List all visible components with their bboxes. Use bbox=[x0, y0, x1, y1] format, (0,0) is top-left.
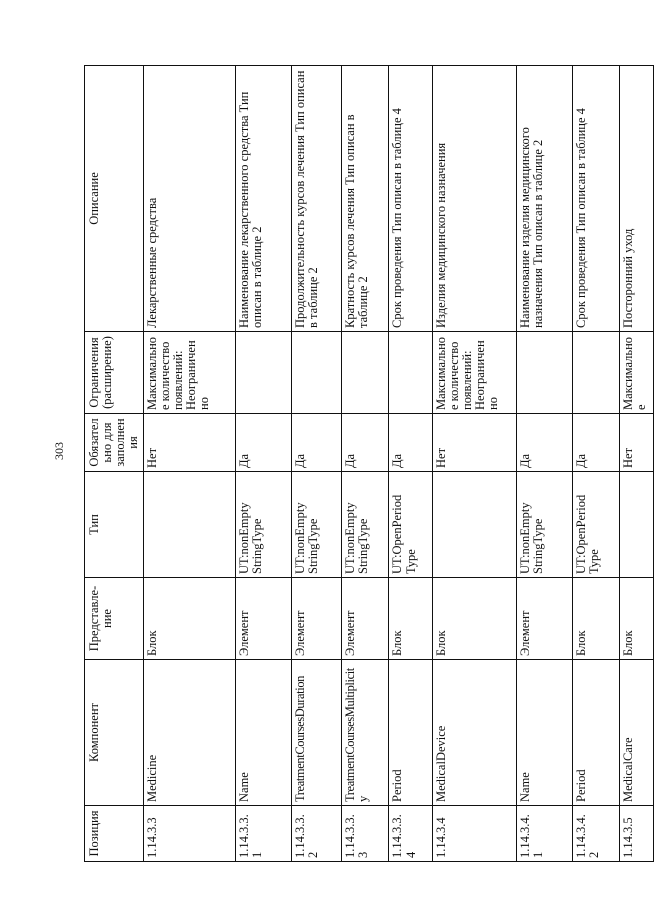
cell-required: Нет bbox=[143, 414, 236, 472]
cell-position: 1.14.3.3.2 bbox=[292, 806, 342, 862]
table-row bbox=[572, 66, 619, 862]
cell-required: Да bbox=[389, 414, 432, 472]
cell-type bbox=[432, 472, 516, 578]
cell-type: UT:nonEmpty StringType bbox=[236, 472, 292, 578]
header-component: Компонент bbox=[85, 660, 144, 806]
cell-required: Нет bbox=[620, 414, 654, 472]
cell-representation: Элемент bbox=[341, 578, 388, 660]
cell-representation: Элемент bbox=[292, 578, 342, 660]
table-row bbox=[236, 66, 292, 862]
cell-component: Name bbox=[516, 660, 572, 806]
cell-restrictions bbox=[572, 332, 619, 414]
cell-type: UT:nonEmpty StringType bbox=[516, 472, 572, 578]
cell-restrictions: Максимальное bbox=[620, 332, 654, 414]
cell-component: TreatmentCoursesMultiplicity bbox=[341, 660, 388, 806]
cell-type bbox=[143, 472, 236, 578]
cell-required: Да bbox=[292, 414, 342, 472]
cell-component: TreatmentCoursesDuration bbox=[292, 660, 342, 806]
cell-position: 1.14.3.3.1 bbox=[236, 806, 292, 862]
cell-position: 1.14.3.4 bbox=[432, 806, 516, 862]
cell-position: 1.14.3.4.1 bbox=[516, 806, 572, 862]
cell-restrictions: Максимальное количество появлений: Неограниченно bbox=[432, 332, 516, 414]
cell-representation: Элемент bbox=[516, 578, 572, 660]
cell-representation: Блок bbox=[389, 578, 432, 660]
cell-type: UT:OpenPeriod Type bbox=[572, 472, 619, 578]
cell-representation: Блок bbox=[432, 578, 516, 660]
cell-required: Да bbox=[341, 414, 388, 472]
cell-type: UT:OpenPeriod Type bbox=[389, 472, 432, 578]
cell-component: Period bbox=[389, 660, 432, 806]
cell-type bbox=[620, 472, 654, 578]
table-row bbox=[620, 66, 654, 862]
cell-description: Кратность курсов лечения Тип описан в таблице 2 bbox=[341, 66, 388, 332]
cell-restrictions bbox=[292, 332, 342, 414]
cell-representation: Блок bbox=[620, 578, 654, 660]
cell-position: 1.14.3.3 bbox=[143, 806, 236, 862]
cell-component: MedicalDevice bbox=[432, 660, 516, 806]
header-position: Позиция bbox=[85, 806, 144, 862]
cell-description: Посторонний уход bbox=[620, 66, 654, 332]
cell-description: Изделия медицинского назначения bbox=[432, 66, 516, 332]
table-row bbox=[292, 66, 342, 862]
cell-position: 1.14.3.3.4 bbox=[389, 806, 432, 862]
table-row bbox=[143, 66, 236, 862]
cell-description: Наименование изделия медицинского назначения Тип описан в таблице 2 bbox=[516, 66, 572, 332]
header-description: Описание bbox=[85, 66, 144, 332]
cell-description: Продолжительность курсов лечения Тип описан в таблице 2 bbox=[292, 66, 342, 332]
spec-table-container bbox=[84, 66, 654, 862]
page-number: 303 bbox=[52, 442, 66, 460]
cell-representation: Блок bbox=[143, 578, 236, 660]
cell-type: UT:nonEmpty StringType bbox=[341, 472, 388, 578]
cell-restrictions: Максимальное количество появлений: Неограниченно bbox=[143, 332, 236, 414]
cell-representation: Элемент bbox=[236, 578, 292, 660]
header-restrictions: Ограничения (расширение) bbox=[85, 332, 144, 414]
spec-table bbox=[84, 65, 654, 862]
header-required: Обязательно для заполнения bbox=[85, 414, 144, 472]
cell-restrictions bbox=[516, 332, 572, 414]
cell-restrictions bbox=[389, 332, 432, 414]
cell-description: Лекарственные средства bbox=[143, 66, 236, 332]
table-row bbox=[389, 66, 432, 862]
cell-representation: Блок bbox=[572, 578, 619, 660]
cell-description: Срок проведения Тип описан в таблице 4 bbox=[572, 66, 619, 332]
cell-component: Period bbox=[572, 660, 619, 806]
cell-position: 1.14.3.4.2 bbox=[572, 806, 619, 862]
cell-component: MedicalCare bbox=[620, 660, 654, 806]
table-row bbox=[341, 66, 388, 862]
cell-component: Name bbox=[236, 660, 292, 806]
cell-required: Да bbox=[516, 414, 572, 472]
table-row bbox=[516, 66, 572, 862]
cell-required: Да bbox=[236, 414, 292, 472]
cell-required: Нет bbox=[432, 414, 516, 472]
header-type: Тип bbox=[85, 472, 144, 578]
cell-description: Срок проведения Тип описан в таблице 4 bbox=[389, 66, 432, 332]
table-row bbox=[432, 66, 516, 862]
table-header-row bbox=[85, 66, 144, 862]
cell-type: UT:nonEmpty StringType bbox=[292, 472, 342, 578]
cell-required: Да bbox=[572, 414, 619, 472]
cell-restrictions bbox=[341, 332, 388, 414]
header-representation: Представле-ние bbox=[85, 578, 144, 660]
cell-position: 1.14.3.5 bbox=[620, 806, 654, 862]
cell-position: 1.14.3.3.3 bbox=[341, 806, 388, 862]
cell-component: Medicine bbox=[143, 660, 236, 806]
cell-description: Наименование лекарственного средства Тип описан в таблице 2 bbox=[236, 66, 292, 332]
cell-restrictions bbox=[236, 332, 292, 414]
